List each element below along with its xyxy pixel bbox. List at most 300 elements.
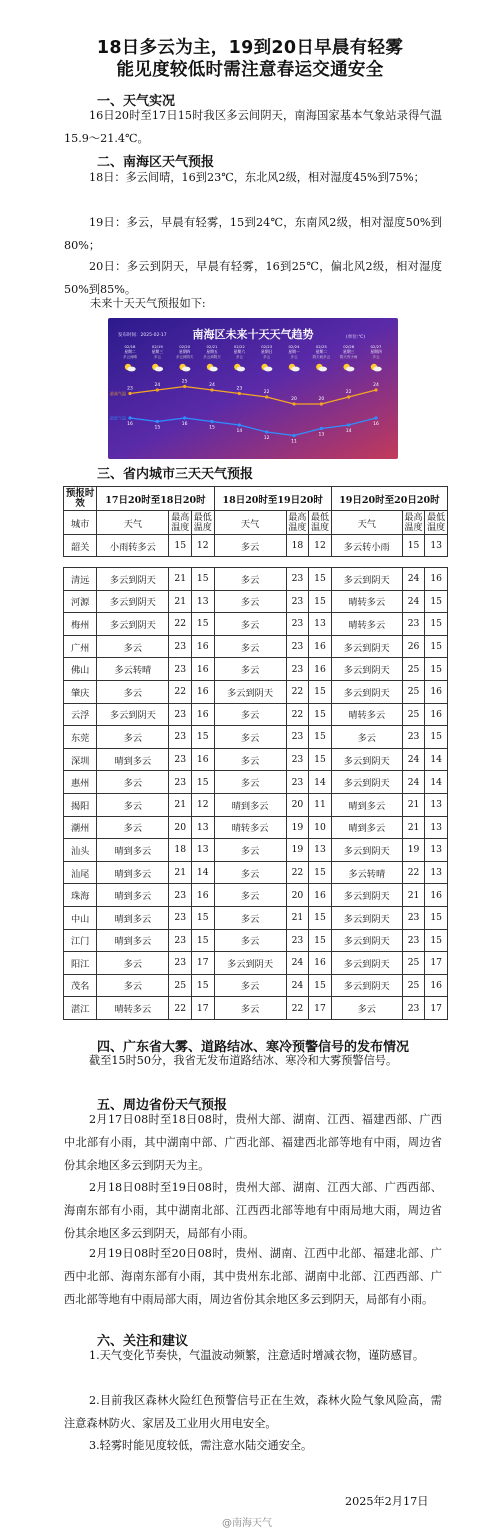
table-cell: 23 — [286, 568, 309, 591]
table-cell: 16 — [309, 635, 332, 658]
temp-point — [210, 388, 213, 391]
temp-value-label: 12 — [263, 436, 270, 441]
day-date-label: 02/27 — [370, 344, 382, 349]
table-cell: 15 — [191, 613, 214, 636]
city-name-cell: 江门 — [64, 929, 97, 952]
table-cell: 19 — [402, 839, 425, 862]
day-week-label: 星期三 — [151, 349, 164, 354]
table-cell: 23 — [286, 771, 309, 794]
table-cell: 13 — [191, 590, 214, 613]
day-weather-label: 多云 — [263, 355, 271, 359]
table-cell: 23 — [286, 613, 309, 636]
table-cell: 晴到多云 — [97, 839, 169, 862]
table-cell: 13 — [425, 535, 448, 557]
temp-point — [347, 395, 350, 398]
table-cell: 晴到多云 — [97, 929, 169, 952]
day-week-label: 星期一 — [288, 349, 300, 354]
table-cell: 23 — [169, 884, 192, 907]
table-row — [64, 613, 448, 636]
city-name-cell: 潮州 — [64, 816, 97, 839]
table-cell: 21 — [402, 793, 425, 816]
table-cell: 15 — [309, 726, 332, 749]
table-cell: 21 — [402, 816, 425, 839]
header-cell: 天气 — [331, 511, 402, 535]
forecast-19-paragraph: 19日：多云，早晨有轻雾，15到24℃，东南风2级，相对湿度50%到80%； — [64, 216, 442, 252]
table-cell: 晴到多云 — [97, 861, 169, 884]
table-cell: 17 — [425, 997, 448, 1020]
temp-point — [292, 434, 295, 437]
header-cell: 天气 — [214, 511, 286, 535]
table-cell: 多云到阴天 — [331, 680, 402, 703]
table-row — [64, 680, 448, 703]
table-cell: 11 — [309, 793, 332, 816]
day-week-label: 星期六 — [233, 349, 246, 354]
table-cell: 22 — [169, 613, 192, 636]
table-row — [64, 793, 448, 816]
table-cell: 多云 — [214, 635, 286, 658]
header-cell: 19日20时至20日20时 — [331, 487, 447, 511]
chart-title: 南海区未来十天天气趋势 — [192, 328, 314, 341]
table-cell: 多云到阴天 — [331, 906, 402, 929]
city-name-cell: 深圳 — [64, 748, 97, 771]
issue-date: 2025年2月17日 — [345, 1495, 429, 1508]
forecast-18-paragraph: 18日：多云间晴，16到23℃，东北风2级，相对湿度45%到75%； — [89, 171, 425, 184]
temp-point — [128, 392, 131, 395]
city-name-cell: 惠州 — [64, 771, 97, 794]
table-cell: 23 — [169, 726, 192, 749]
table-cell: 多云 — [214, 929, 286, 952]
table-cell: 17 — [425, 952, 448, 975]
table-cell: 23 — [169, 771, 192, 794]
table-cell: 23 — [169, 952, 192, 975]
day-date-label: 02/24 — [288, 344, 300, 349]
temp-point — [374, 416, 377, 419]
table-cell: 12 — [191, 793, 214, 816]
table-cell: 14 — [309, 771, 332, 794]
temp-point — [265, 430, 268, 433]
table-row — [64, 974, 448, 997]
table-cell: 15 — [191, 726, 214, 749]
neighbors-19-paragraph: 2月18日08时至19日08时，贵州大部、湖南、江西大部、广西西部、海南东部有小雨，其中湖南北部、江西西北部等地有中雨局地大雨，周边省份其余地区多云到阴天，局部有小雨。 — [64, 1181, 442, 1240]
day-weather-label: 多云 — [235, 355, 243, 359]
header-cell: 17日20时至18日20时 — [97, 487, 214, 511]
table-cell: 20 — [286, 884, 309, 907]
table-cell: 13 — [191, 839, 214, 862]
city-name-cell: 清远 — [64, 568, 97, 591]
temp-value-label: 22 — [345, 390, 352, 395]
day-week-label: 星期二 — [124, 349, 136, 354]
day-week-label: 星期日 — [260, 349, 273, 354]
header-cell: 最高温度 — [169, 511, 192, 535]
table-cell: 15 — [169, 535, 192, 557]
cloud-icon — [346, 367, 354, 372]
temp-value-label: 16 — [373, 422, 379, 427]
header-cell: 天气 — [97, 511, 169, 535]
table-header-row-2 — [64, 511, 448, 535]
table-cell: 15 — [309, 590, 332, 613]
table-cell: 晴到多云 — [214, 793, 286, 816]
table-cell: 23 — [402, 726, 425, 749]
table-cell: 多云到阴天 — [214, 952, 286, 975]
header-cell: 最高温度 — [286, 511, 309, 535]
day-week-label: 星期四 — [370, 349, 382, 354]
temp-value-label: 15 — [154, 425, 161, 431]
table-cell: 21 — [402, 884, 425, 907]
warning-status-paragraph: 截至15时50分，我省无发布道路结冰、寒冷和大雾预警信号。 — [89, 1054, 398, 1067]
table-gap — [64, 557, 448, 568]
temp-value-label: 25 — [181, 379, 188, 385]
table-cell: 24 — [402, 748, 425, 771]
table-cell: 多云 — [97, 816, 169, 839]
table-cell: 多云到阴天 — [331, 974, 402, 997]
table-row — [64, 929, 448, 952]
temp-point — [156, 388, 159, 391]
chart-svg — [108, 318, 398, 459]
table-cell: 多云到阴天 — [331, 771, 402, 794]
table-cell: 25 — [402, 703, 425, 726]
table-cell: 25 — [169, 974, 192, 997]
table-cell: 23 — [402, 929, 425, 952]
table-cell: 小雨转多云 — [97, 535, 169, 557]
day-week-label: 星期三 — [342, 349, 355, 354]
table-cell: 多云 — [214, 658, 286, 681]
table-cell: 多云 — [214, 726, 286, 749]
temp-point — [238, 392, 241, 395]
table-cell: 16 — [191, 884, 214, 907]
table-cell: 23 — [402, 997, 425, 1020]
table-cell: 多云 — [97, 952, 169, 975]
city-name-cell: 云浮 — [64, 703, 97, 726]
city-name-cell: 揭阳 — [64, 793, 97, 816]
temp-point — [156, 420, 159, 423]
temp-point — [320, 427, 323, 430]
temp-value-label: 13 — [318, 432, 325, 438]
doc-title-line2: 能见度较低时需注意春运交通安全 — [116, 60, 384, 80]
table-cell: 多云转晴 — [331, 861, 402, 884]
table-cell: 晴到多云 — [331, 816, 402, 839]
table-cell: 15 — [191, 906, 214, 929]
table-cell: 16 — [191, 703, 214, 726]
table-cell: 15 — [191, 974, 214, 997]
table-cell: 12 — [309, 535, 332, 557]
table-cell: 24 — [402, 568, 425, 591]
table-cell: 15 — [309, 568, 332, 591]
table-cell: 22 — [286, 680, 309, 703]
table-cell: 晴转多云 — [214, 816, 286, 839]
table-cell: 23 — [169, 703, 192, 726]
table-cell: 22 — [169, 680, 192, 703]
forecast-20-paragraph: 20日：多云到阴天，早晨有轻雾，16到25℃，偏北风2级，相对湿度50%到85%。 — [64, 260, 442, 296]
section-heading-cities: 三、省内城市三天天气预报 — [97, 467, 254, 482]
table-cell: 16 — [191, 658, 214, 681]
section-heading-warnings: 四、广东省大雾、道路结冰、寒冷预警信号的发布情况 — [97, 1040, 410, 1055]
table-cell: 19 — [286, 816, 309, 839]
table-cell: 多云到阴天 — [331, 658, 402, 681]
temp-value-label: 16 — [181, 422, 188, 427]
day-date-label: 02/20 — [179, 344, 191, 349]
table-cell: 多云到阴天 — [97, 568, 169, 591]
table-row — [64, 839, 448, 862]
cloud-icon — [127, 367, 135, 372]
header-cell: 预报时效 — [64, 487, 97, 511]
table-cell: 17 — [309, 997, 332, 1020]
table-cell: 多云 — [214, 997, 286, 1020]
table-cell: 15 — [191, 568, 214, 591]
table-cell: 24 — [402, 771, 425, 794]
table-cell: 23 — [286, 658, 309, 681]
temp-value-label: 24 — [154, 383, 161, 388]
table-row — [64, 568, 448, 591]
advice-2-paragraph: 2.目前我区森林火险红色预警信号正在生效，森林火险气象风险高，需注意森林防火、家居及工业用火用电安全。 — [64, 1394, 442, 1430]
temp-point — [128, 416, 131, 419]
table-cell: 多云 — [214, 906, 286, 929]
day-week-label: 星期二 — [315, 349, 328, 354]
table-row — [64, 748, 448, 771]
table-cell: 晴转多云 — [331, 590, 402, 613]
table-cell: 16 — [309, 884, 332, 907]
temp-point — [183, 385, 186, 388]
header-cell: 18日20时至19日20时 — [214, 487, 331, 511]
table-cell: 16 — [425, 703, 448, 726]
table-cell: 23 — [286, 726, 309, 749]
table-row — [64, 658, 448, 681]
table-cell: 20 — [169, 816, 192, 839]
table-cell: 多云到阴天 — [331, 635, 402, 658]
cloud-icon — [209, 367, 217, 372]
table-header-row-1 — [64, 487, 448, 511]
table-cell: 15 — [191, 771, 214, 794]
advice-3-paragraph: 3.轻雾时能见度较低，需注意水陆交通安全。 — [89, 1439, 313, 1452]
table-cell: 15 — [309, 748, 332, 771]
table-cell: 13 — [425, 816, 448, 839]
temp-value-label: 24 — [209, 383, 215, 388]
table-cell: 多云 — [214, 884, 286, 907]
table-cell: 15 — [425, 635, 448, 658]
city-name-cell: 汕尾 — [64, 861, 97, 884]
table-row — [64, 771, 448, 794]
temp-point — [292, 402, 295, 405]
table-cell: 15 — [309, 974, 332, 997]
city-name-cell: 珠海 — [64, 884, 97, 907]
table-cell: 多云 — [214, 748, 286, 771]
city-name-cell: 佛山 — [64, 658, 97, 681]
table-cell: 25 — [402, 658, 425, 681]
table-cell: 14 — [425, 748, 448, 771]
table-cell: 多云到阴天 — [214, 680, 286, 703]
city-name-cell: 中山 — [64, 906, 97, 929]
table-cell: 21 — [169, 861, 192, 884]
day-date-label: 02/23 — [261, 344, 273, 349]
city-name-cell: 河源 — [64, 590, 97, 613]
day-weather-label: 阴天有小雨 — [339, 355, 358, 359]
temp-point — [238, 423, 241, 426]
header-cell: 最高温度 — [402, 511, 425, 535]
table-cell: 15 — [309, 680, 332, 703]
table-cell: 多云到阴天 — [331, 929, 402, 952]
city-name-cell: 梅州 — [64, 613, 97, 636]
table-cell: 晴到多云 — [97, 884, 169, 907]
table-cell: 15 — [425, 658, 448, 681]
table-row — [64, 726, 448, 749]
table-cell: 16 — [191, 635, 214, 658]
table-cell: 15 — [309, 703, 332, 726]
table-cell: 多云 — [331, 726, 402, 749]
table-cell: 21 — [286, 906, 309, 929]
temp-value-label: 14 — [345, 429, 352, 434]
table-cell: 18 — [169, 839, 192, 862]
day-week-label: 星期五 — [206, 349, 218, 354]
table-cell: 多云 — [97, 974, 169, 997]
cloud-icon — [373, 367, 381, 372]
table-cell: 15 — [309, 861, 332, 884]
table-cell: 16 — [425, 680, 448, 703]
cloud-icon — [291, 367, 299, 372]
table-cell: 17 — [191, 997, 214, 1020]
table-row — [64, 861, 448, 884]
temp-value-label: 20 — [318, 397, 325, 402]
table-cell: 多云 — [214, 974, 286, 997]
table-cell: 23 — [169, 906, 192, 929]
day-weather-label: 多云 — [290, 355, 298, 359]
temp-value-label: 11 — [291, 439, 297, 445]
table-row — [64, 816, 448, 839]
city-name-cell: 阳江 — [64, 952, 97, 975]
table-cell: 22 — [286, 997, 309, 1020]
table-cell: 13 — [309, 839, 332, 862]
temp-value-label: 16 — [127, 422, 133, 427]
day-weather-label: 多云到阴天 — [203, 355, 221, 359]
table-cell: 晴转多云 — [331, 613, 402, 636]
table-cell: 16 — [191, 748, 214, 771]
city-name-cell: 东莞 — [64, 726, 97, 749]
series-name-label: 最高气温 — [110, 391, 126, 396]
temp-point — [265, 395, 268, 398]
table-cell: 多云 — [97, 635, 169, 658]
day-date-label: 02/22 — [233, 344, 245, 349]
table-cell: 多云到阴天 — [97, 703, 169, 726]
table-cell: 15 — [425, 613, 448, 636]
table-cell: 22 — [169, 997, 192, 1020]
table-cell: 24 — [286, 974, 309, 997]
table-cell: 23 — [169, 658, 192, 681]
table-cell: 24 — [402, 590, 425, 613]
table-cell: 晴到多云 — [97, 906, 169, 929]
section-heading-forecast: 二、南海区天气预报 — [97, 155, 215, 170]
temp-value-label: 23 — [127, 386, 133, 392]
table-cell: 多云转小雨 — [331, 535, 402, 557]
day-weather-label: 多云 — [153, 355, 161, 359]
series-name-label: 最低气温 — [110, 415, 126, 421]
cloud-icon — [237, 367, 245, 372]
day-weather-label: 阴天间多云 — [312, 355, 331, 359]
table-cell: 23 — [286, 590, 309, 613]
city-name-cell: 肇庆 — [64, 680, 97, 703]
table-row — [64, 952, 448, 975]
table-row — [64, 906, 448, 929]
temp-value-label: 22 — [263, 390, 270, 395]
cloud-icon — [264, 367, 272, 372]
city-name-cell: 湛江 — [64, 997, 97, 1020]
table-cell: 13 — [425, 839, 448, 862]
table-cell: 晴转多云 — [97, 997, 169, 1020]
table-cell: 多云到阴天 — [331, 839, 402, 862]
table-cell: 多云转晴 — [97, 658, 169, 681]
table-row — [64, 535, 448, 557]
table-cell: 13 — [309, 613, 332, 636]
table-cell: 17 — [191, 952, 214, 975]
temp-point — [183, 416, 186, 419]
table-row — [64, 997, 448, 1020]
table-cell: 19 — [286, 839, 309, 862]
table-cell: 14 — [425, 771, 448, 794]
section-heading-advice: 六、关注和建议 — [97, 1334, 189, 1349]
ten-day-intro: 未来十天天气预报如下: — [90, 297, 206, 310]
table-cell: 16 — [309, 952, 332, 975]
table-cell: 15 — [309, 929, 332, 952]
table-cell: 多云 — [214, 771, 286, 794]
section-heading-live: 一、天气实况 — [97, 94, 176, 109]
temp-value-label: 14 — [236, 429, 243, 434]
live-weather-paragraph: 16日20时至17日15时我区多云间阴天，南海国家基本气象站录得气温15.9～21.4℃。 — [64, 109, 442, 145]
table-cell: 15 — [191, 929, 214, 952]
header-cell: 最低温度 — [191, 511, 214, 535]
table-cell: 多云 — [214, 703, 286, 726]
table-cell: 多云 — [214, 839, 286, 862]
temp-point — [320, 402, 323, 405]
section-heading-neighbors: 五、周边省份天气预报 — [97, 1098, 228, 1113]
table-row — [64, 884, 448, 907]
table-cell: 25 — [402, 680, 425, 703]
table-cell: 多云到阴天 — [331, 884, 402, 907]
table-cell: 23 — [286, 635, 309, 658]
city-name-cell: 广州 — [64, 635, 97, 658]
table-cell: 23 — [169, 748, 192, 771]
table-cell: 多云到阴天 — [97, 590, 169, 613]
neighbors-20-paragraph: 2月19日08时至20日08时，贵州、湖南、江西中北部、福建北部、广西中北部、海南东部有小雨，其中贵州东北部、湖南中北部、江西西部、广西北部等地有中雨局部大雨，周边省份其余地区多云到阴天，局部有小雨。 — [64, 1247, 442, 1306]
table-cell: 23 — [402, 906, 425, 929]
table-row — [64, 703, 448, 726]
table-cell: 多云 — [97, 680, 169, 703]
city-name-cell: 汕头 — [64, 839, 97, 862]
day-weather-label: 多云到阴天 — [175, 355, 194, 359]
table-row — [64, 590, 448, 613]
table-cell: 23 — [286, 929, 309, 952]
table-cell: 多云到阴天 — [97, 613, 169, 636]
day-weather-label: 多云间晴 — [123, 355, 137, 359]
day-date-label: 02/26 — [343, 344, 355, 349]
table-cell: 多云 — [214, 590, 286, 613]
table-cell: 10 — [309, 816, 332, 839]
table-cell: 多云到阴天 — [331, 568, 402, 591]
table-cell: 韶关 — [64, 535, 97, 557]
day-date-label: 02/25 — [315, 344, 327, 349]
table-cell: 14 — [191, 861, 214, 884]
table-cell: 22 — [402, 861, 425, 884]
city-forecast-table — [63, 486, 448, 1020]
table-cell: 24 — [286, 952, 309, 975]
table-cell: 16 — [191, 680, 214, 703]
ten-day-trend-chart — [108, 318, 398, 459]
table-cell: 晴到多云 — [97, 748, 169, 771]
table-cell: 23 — [169, 929, 192, 952]
day-date-label: 02/18 — [124, 344, 136, 349]
table-cell: 多云到阴天 — [331, 952, 402, 975]
table-cell: 15 — [425, 906, 448, 929]
table-cell: 25 — [402, 974, 425, 997]
table-cell: 18 — [286, 535, 309, 557]
chart-subtitle: 发布时间：2025-02-17 — [118, 333, 167, 338]
temp-point — [347, 423, 350, 426]
